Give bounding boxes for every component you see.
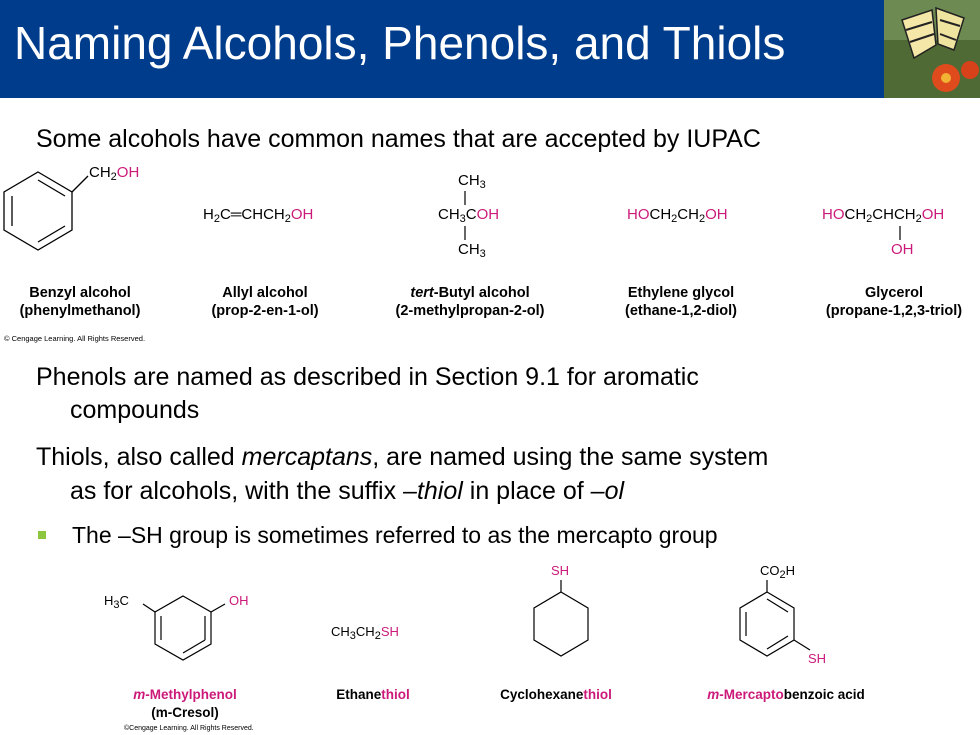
name-allyl-alcohol: Allyl alcohol (prop-2-en-1-ol) (211, 285, 319, 319)
glycerol-formula: $HOCH_2CHCH_2OH$ (822, 206, 945, 225)
butterfly-icon (884, 0, 980, 98)
name-cyclohexanethiol: Cyclohexanethiol (500, 687, 612, 702)
tbutyl-ch3-top: $CH_3$ (458, 172, 486, 191)
name-benzyl-alcohol: Benzyl alcohol (phenylmethanol) (19, 285, 141, 319)
phenols-line-2: compounds (70, 396, 200, 424)
bullet-marker (38, 531, 46, 539)
name-glycerol: Glycerol (propane-1,2,3-triol) (825, 285, 963, 319)
cyclohexanethiol-sh: SH (551, 563, 570, 578)
bullet-text: The –SH group is sometimes referred to as the mercapto group (72, 522, 718, 548)
slide-title: Naming Alcohols, Phenols, and Thiols (14, 17, 786, 69)
thiols-line-1: Thiols, also called mercaptans, are named using the same system (36, 443, 769, 471)
copyright-bottom: ©Cengage Learning. All Rights Reserved. (124, 725, 254, 732)
copyright-top: © Cengage Learning. All Rights Reserved. (4, 334, 146, 343)
mercaptobenzoic-sh: SH (808, 651, 827, 666)
tbutyl-formula: $CH_3COH$ (438, 206, 500, 225)
methylphenol-oh: OH (229, 593, 249, 608)
thiols-line-2: as for alcohols, with the suffix –thiol in place of –ol (70, 477, 625, 505)
mercaptobenzoic-co2h: $CO_2H$ (760, 563, 796, 581)
name-m-mercaptobenzoic-acid: m-Mercaptobenzoic acid (707, 687, 865, 702)
name-m-methylphenol: m-Methylphenol (m-Cresol) (133, 687, 237, 720)
ethanethiol-formula: $CH_3CH_2SH$ (331, 624, 399, 642)
benzyl-ch2oh: $CH_2OH$ (89, 164, 140, 183)
allyl-formula: $H_2C═CHCH_2OH$ (203, 206, 314, 225)
name-ethanethiol: Ethanethiol (336, 687, 410, 702)
title-bar (0, 0, 980, 98)
benzene-ring (0, 168, 90, 258)
methylphenol-h3c: $H_3C$ (104, 593, 129, 611)
phenols-line-1: Phenols are named as described in Section 9.1 for aromatic (36, 363, 699, 391)
glycerol-oh: OH (891, 241, 914, 258)
name-tert-butyl-alcohol: tert-Butyl alcohol (2-methylpropan-2-ol) (395, 285, 545, 319)
tbutyl-ch3-bottom: $CH_3$ (458, 241, 486, 260)
glycerol-bond (899, 226, 901, 240)
ethylene-glycol-formula: $HOCH_2CH_2OH$ (627, 206, 728, 225)
tbutyl-bond-top (464, 191, 466, 205)
intro-text: Some alcohols have common names that are accepted by IUPAC (36, 125, 761, 153)
cyclohexane-ring (520, 578, 600, 668)
name-ethylene-glycol: Ethylene glycol (ethane-1,2-diol) (625, 285, 737, 319)
tbutyl-bond-bottom (464, 226, 466, 240)
